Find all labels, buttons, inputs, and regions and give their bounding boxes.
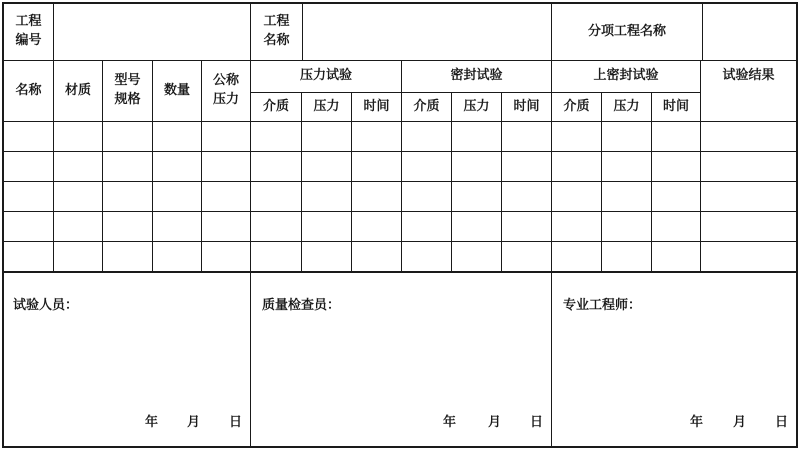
engineer-date-month: 月 xyxy=(733,415,747,430)
project-name-field[interactable] xyxy=(303,4,551,60)
col-header-model-line1: 型号 xyxy=(114,73,141,89)
col-header-result: 试验结果 xyxy=(722,68,775,84)
inspector-date-year: 年 xyxy=(443,415,457,430)
row-line xyxy=(2,271,798,273)
col-header-model xyxy=(103,61,152,121)
project-name-label-line2: 名称 xyxy=(263,33,290,48)
table-row[interactable] xyxy=(4,152,796,181)
tester-date-year: 年 xyxy=(145,415,159,430)
sub-project-name-label: 分项工程名称 xyxy=(587,23,666,39)
sub-header-time: 时间 xyxy=(662,98,689,114)
col-header-nominal-line1: 公称 xyxy=(212,73,239,89)
col-header-pressure-test: 压力试验 xyxy=(299,68,352,84)
sub-header-medium: 介质 xyxy=(262,98,289,114)
tester-date-month: 月 xyxy=(187,415,201,430)
table-row[interactable] xyxy=(4,182,796,211)
col-header-quantity: 数量 xyxy=(163,82,190,98)
col-header-nominal-line2: 压力 xyxy=(212,92,239,107)
inspector-date-day: 日 xyxy=(530,415,544,430)
col-header-material: 材质 xyxy=(64,82,91,98)
project-name-label-line1: 工程 xyxy=(263,14,290,30)
table-row[interactable] xyxy=(4,122,796,151)
project-no-field[interactable] xyxy=(54,4,250,60)
sub-header-time: 时间 xyxy=(513,98,540,114)
col-header-seal-test: 密封试验 xyxy=(450,68,503,84)
col-header-upper-seal-test: 上密封试验 xyxy=(593,68,659,84)
project-no-label-line2: 编号 xyxy=(15,33,42,48)
sub-header-pressure: 压力 xyxy=(463,98,490,114)
project-name-label xyxy=(251,4,302,60)
project-no-label xyxy=(4,4,53,60)
tester-date-day: 日 xyxy=(229,415,243,430)
col-header-name: 名称 xyxy=(15,82,42,98)
engineer-date-day: 日 xyxy=(775,415,789,430)
sub-header-pressure: 压力 xyxy=(313,98,340,114)
engineer-label: 专业工程师： xyxy=(563,298,642,313)
inspector-date-month: 月 xyxy=(488,415,502,430)
engineer-date-year: 年 xyxy=(690,415,704,430)
table-row[interactable] xyxy=(4,242,796,271)
border-right xyxy=(796,2,798,448)
col-header-nominal-pressure xyxy=(202,61,250,121)
inspector-label: 质量检查员： xyxy=(262,298,341,313)
project-no-label-line1: 工程 xyxy=(15,14,42,30)
sub-project-name-field[interactable] xyxy=(703,4,796,60)
tester-label: 试验人员： xyxy=(13,298,79,313)
sub-header-medium: 介质 xyxy=(563,98,590,114)
col-header-model-line2: 规格 xyxy=(114,92,141,107)
sub-header-time: 时间 xyxy=(363,98,390,114)
sub-header-medium: 介质 xyxy=(413,98,440,114)
table-row[interactable] xyxy=(4,212,796,241)
sub-header-pressure: 压力 xyxy=(613,98,640,114)
border-bottom xyxy=(2,446,798,448)
